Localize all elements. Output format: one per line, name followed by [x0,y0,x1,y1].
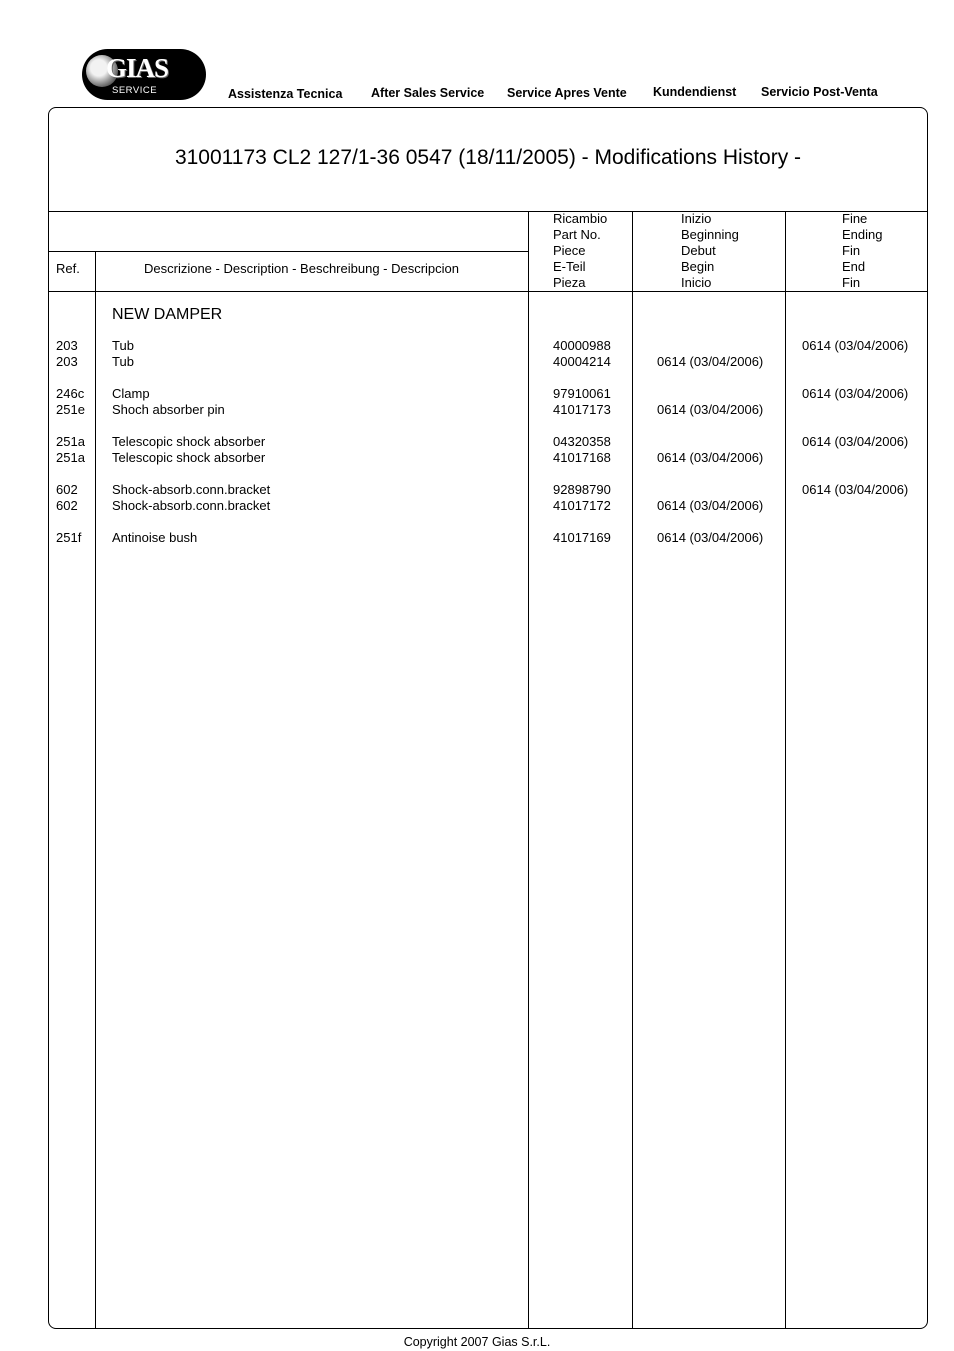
row-ending: 0614 (03/04/2006) [802,482,909,497]
row-ref: 203 [56,354,78,369]
row-part-number: 97910061 [553,386,611,401]
row-description: Shoch absorber pin [112,402,225,417]
row-beginning: 0614 (03/04/2006) [657,354,764,369]
row-beginning: 0614 (03/04/2006) [657,530,764,545]
row-description: Antinoise bush [112,530,198,545]
row-description: Clamp [112,386,150,401]
description-column-divider [528,211,529,1329]
row-part-number: 41017169 [553,530,611,545]
ref-column-divider [95,251,96,1329]
header-bottom-rule [48,291,928,292]
row-ref: 246c [56,386,85,401]
row-ref: 602 [56,482,78,497]
row-ref: 203 [56,338,78,353]
header-label-en: After Sales Service [371,86,485,100]
description-column-header: Descrizione - Description - Beschreibung - Descripcion [144,261,460,276]
ref-column-header: Ref. [56,261,80,276]
row-beginning: 0614 (03/04/2006) [657,498,764,513]
copyright-footer: Copyright 2007 Gias S.r.L. [403,1335,551,1349]
row-beginning: 0614 (03/04/2006) [657,402,764,417]
row-part-number: 04320358 [553,434,611,449]
row-part-number: 40004214 [553,354,611,369]
header-label-it: Assistenza Tecnica [228,87,343,101]
header-label-es: Servicio Post-Venta [761,85,878,99]
beginning-column-divider [785,211,786,1329]
part-column-divider [632,211,633,1329]
row-part-number: 41017173 [553,402,611,417]
row-description: Shock-absorb.conn.bracket [112,498,271,513]
ending-column-header: Fine Ending Fin End Fin [842,211,883,290]
row-beginning: 0614 (03/04/2006) [657,450,764,465]
row-part-number: 41017172 [553,498,611,513]
row-description: Tub [112,338,134,353]
row-ref: 602 [56,498,78,513]
row-ref: 251a [56,450,85,465]
page-title: 31001173 CL2 127/1-36 0547 (18/11/2005) - Modifications History - [174,146,802,169]
row-ending: 0614 (03/04/2006) [802,386,909,401]
row-ending: 0614 (03/04/2006) [802,338,909,353]
row-description: Telescopic shock absorber [112,450,266,465]
gias-service-logo [82,49,206,100]
table-top-rule [48,211,928,212]
row-description: Tub [112,354,134,369]
logo-text: GIAS [106,53,169,83]
section-title: NEW DAMPER [112,306,223,323]
header-label-fr: Service Apres Vente [507,86,627,100]
part-column-header: Ricambio Part No. Piece E-Teil Pieza [553,211,608,290]
header-split-rule [48,251,529,252]
row-description: Telescopic shock absorber [112,434,266,449]
row-description: Shock-absorb.conn.bracket [112,482,271,497]
row-ref: 251a [56,434,85,449]
row-ref: 251f [56,530,82,545]
beginning-column-header: Inizio Beginning Debut Begin Inicio [681,211,739,290]
row-part-number: 40000988 [553,338,611,353]
header-label-de: Kundendienst [653,85,737,99]
row-ref: 251e [56,402,85,417]
row-part-number: 41017168 [553,450,611,465]
row-ending: 0614 (03/04/2006) [802,434,909,449]
row-part-number: 92898790 [553,482,611,497]
logo-subtext: SERVICE [112,85,158,96]
